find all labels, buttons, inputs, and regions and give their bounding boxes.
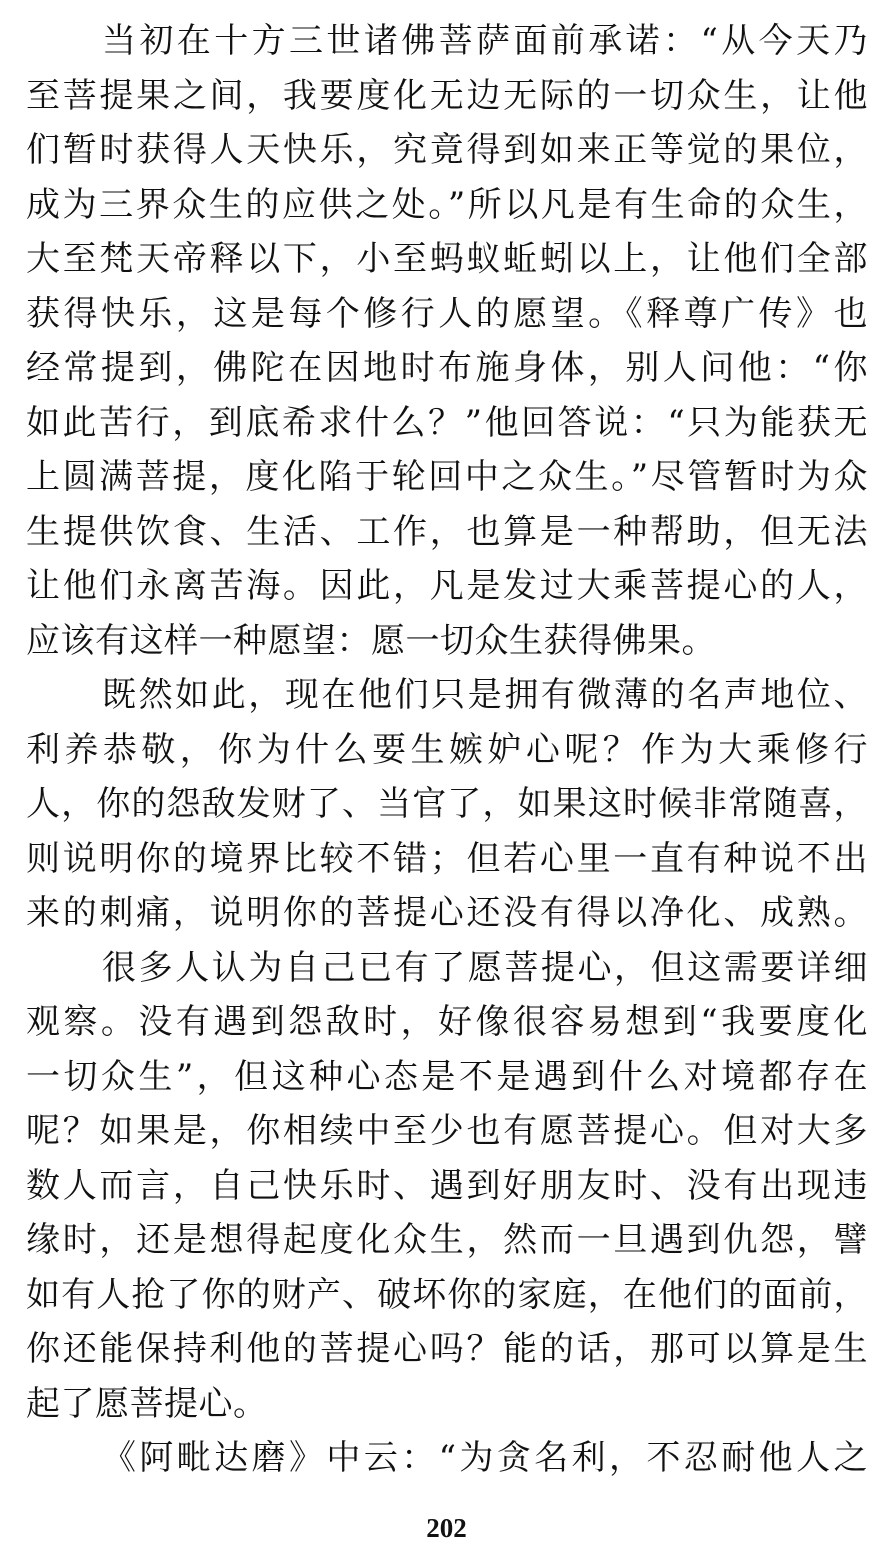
text-line: 应该有这样一种愿望：愿一切众生获得佛果。 <box>26 620 716 661</box>
text-line: 们暂时获得人天快乐，究竟得到如来正等觉的果位， <box>26 130 868 170</box>
text-line: 让他们永离苦海。因此，凡是发过大乘菩提心的人， <box>26 566 868 606</box>
text-line: 缘时，还是想得起度化众生，然而一旦遇到仇怨，譬 <box>26 1220 868 1260</box>
text-line: 观察。没有遇到怨敌时，好像很容易想到“我要度化 <box>26 1002 868 1042</box>
page-number: 202 <box>426 1513 467 1543</box>
text-line: 如此苦行，到底希求什么？”他回答说：“只为能获无 <box>26 402 868 443</box>
text-line: 一切众生”，但这种心态是不是遇到什么对境都存在 <box>26 1056 868 1097</box>
text-line: 上圆满菩提，度化陷于轮回中之众生。”尽管暂时为众 <box>26 457 868 497</box>
text-line: 大至梵天帝释以下，小至蚂蚁蚯蚓以上，让他们全部 <box>26 239 868 279</box>
text-line: 来的刺痛，说明你的菩提心还没有得以净化、成熟。 <box>26 893 868 933</box>
body-text <box>26 14 868 1486</box>
text-line: 既然如此，现在他们只是拥有微薄的名声地位、 <box>102 675 868 715</box>
text-line: 至菩提果之间，我要度化无边无际的一切众生，让他 <box>26 75 868 116</box>
text-line: 人，你的怨敌发财了、当官了，如果这时候非常随喜， <box>26 784 868 824</box>
text-line: 当初在十方三世诸佛菩萨面前承诺：“从今天乃 <box>102 21 868 61</box>
text-line: 则说明你的境界比较不错；但若心里一直有种说不出 <box>26 838 868 879</box>
text-line: 成为三界众生的应供之处。”所以凡是有生命的众生， <box>26 184 868 225</box>
text-line: 利养恭敬，你为什么要生嫉妒心呢？作为大乘修行 <box>26 729 868 770</box>
text-line: 数人而言，自己快乐时、遇到好朋友时、没有出现违 <box>26 1165 868 1206</box>
text-line: 《阿毗达磨》中云：“为贪名利，不忍耐他人之 <box>102 1438 868 1478</box>
text-line: 很多人认为自己已有了愿菩提心，但这需要详细 <box>102 947 868 988</box>
text-line: 你还能保持利他的菩提心吗？能的话，那可以算是生 <box>26 1329 868 1369</box>
text-line: 如有人抢了你的财产、破坏你的家庭，在他们的面前， <box>26 1274 868 1315</box>
text-line: 经常提到，佛陀在因地时布施身体，别人问他：“你 <box>26 348 868 388</box>
text-line: 呢？如果是，你相续中至少也有愿菩提心。但对大多 <box>26 1111 868 1151</box>
text-line: 获得快乐，这是每个修行人的愿望。《释尊广传》也 <box>26 293 868 334</box>
text-line: 起了愿菩提心。 <box>26 1383 268 1424</box>
text-line: 生提供饮食、生活、工作，也算是一种帮助，但无法 <box>26 511 868 552</box>
